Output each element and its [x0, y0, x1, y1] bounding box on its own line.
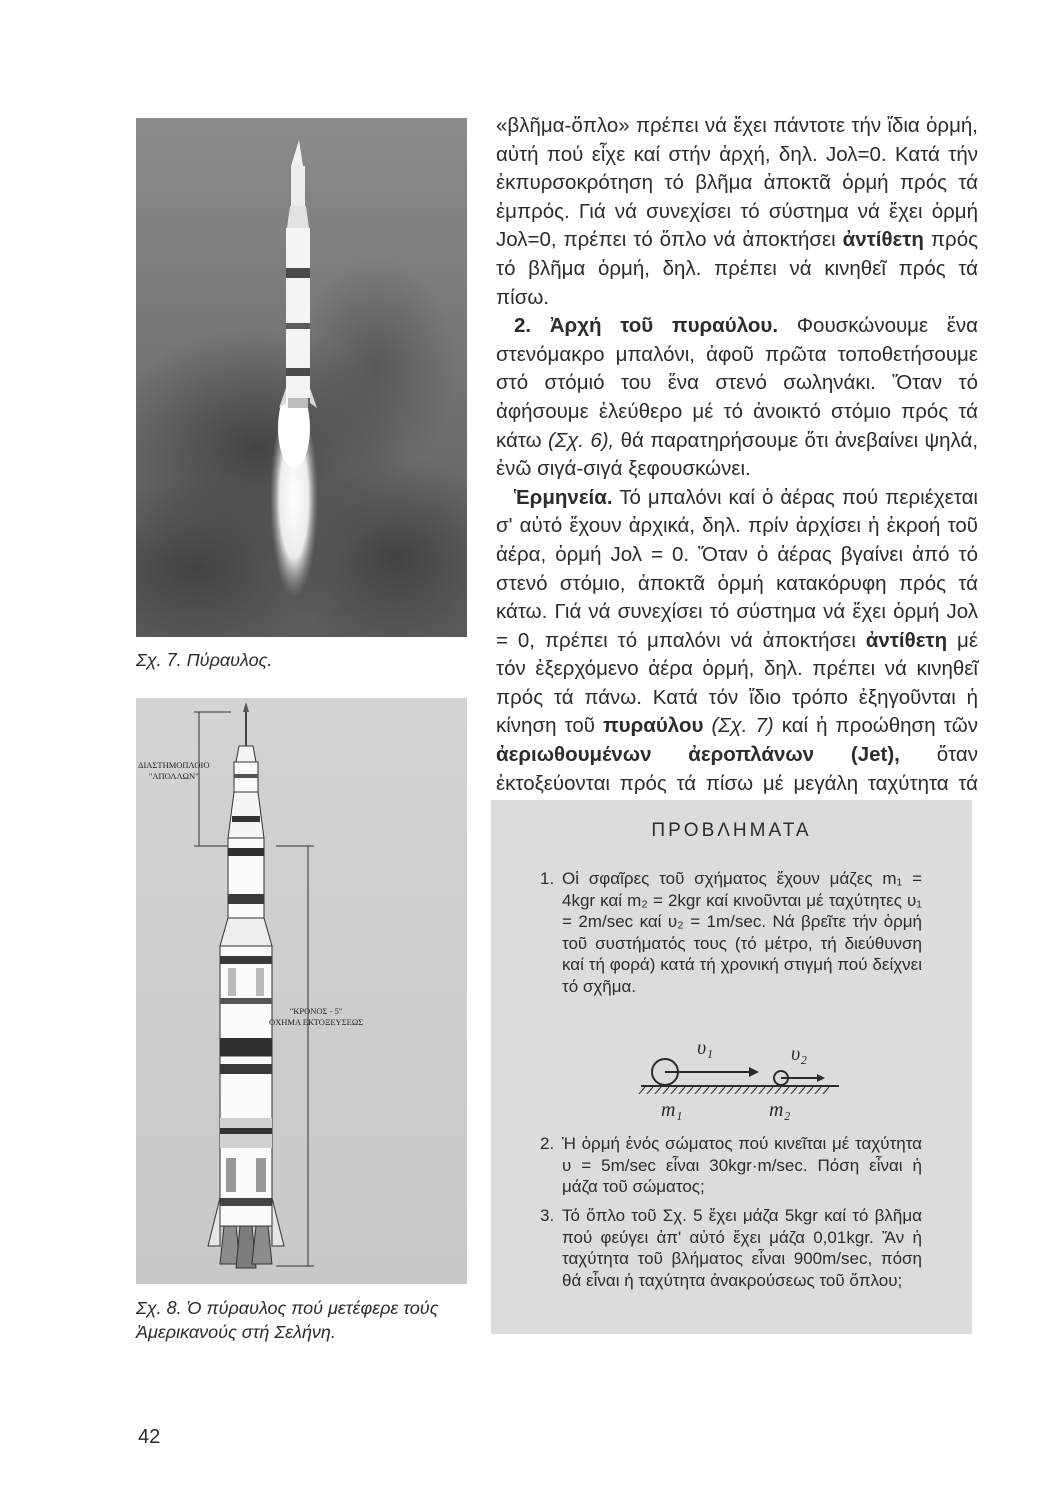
saturn-v-diagram: [136, 698, 467, 1284]
p2-ref: (Σχ. 6),: [548, 428, 615, 452]
p1-end: πρός τό βλῆμα ὁρμή, δηλ. πρέπει νά κινηθεῖ πρός τά πίσω.: [496, 228, 978, 309]
p3-bold2: πυραύλου: [602, 714, 704, 738]
problem-2-text: Ἡ ὁρμή ἑνός σώματος πού κινεῖται μέ ταχύτητα υ = 5m/sec εἶναι 30kgr·m/sec. Πόση εἶναι ἡ μάζα τοῦ σώματος;: [562, 1134, 922, 1196]
p1-bold: ἀντίθετη: [842, 228, 924, 252]
p3-heading: Ἑρμηνεία.: [514, 485, 613, 509]
problem-1-number: 1.: [540, 869, 555, 888]
p3-bold: ἀντίθετη: [865, 628, 948, 652]
spheres-figure: [631, 1036, 851, 1126]
paragraph-3: [496, 484, 978, 827]
rocket-launch-photo: [136, 118, 467, 637]
problem-3: [540, 1205, 922, 1291]
problem-1: [540, 868, 922, 997]
v2-label: υ₂: [791, 1043, 808, 1065]
p2-end: θά παρατηρήσουμε ὅτι ἀνεβαίνει ψηλά, ἐνῶ σιγά-σιγά ξεφουσκώνει.: [496, 428, 979, 481]
apollo-spacecraft-label: [138, 760, 209, 782]
m2-label: m₂: [769, 1099, 791, 1121]
figure8-caption: Σχ. 8. Ὁ πύραυλος πού μετέφερε τούς Ἀμερικανούς στή Σελήνη.: [136, 1298, 439, 1342]
problems-box: [491, 800, 972, 1334]
v1-label: υ₁: [697, 1037, 714, 1059]
problem-3-text: Τό ὅπλο τοῦ Σχ. 5 ἔχει μάζα 5kgr καί τό βλῆμα πού φεύγει ἀπ' αὐτό ἔχει μάζα 0,01kgr. Ἄν ἡ ταχύτητα τοῦ βλήματος εἶναι 900m/sec, πόση θά εἶναι ἡ ταχύτητα ἀνακρούσεως τοῦ ὅπλου;: [562, 1206, 922, 1290]
problem-2-number: 2.: [540, 1134, 555, 1153]
problem-1-text: Οἱ σφαῖρες τοῦ σχήματος ἔχουν μάζες m₁ = 4kgr καί m₂ = 2kgr καί κινοῦνται μέ ταχύτητες υ₁ = 2m/sec καί υ₂ = 1m/sec. Νά βρεῖτε τήν ὁρμή τοῦ συστήματός τους (τό μέτρο, τή διεύθυνση καί τή φορά) κατά τή χρονική στιγμή πού δείχνει τό σχῆμα.: [562, 869, 922, 996]
p3-mid2: καί ἡ προώθηση τῶν: [781, 714, 978, 738]
apollo-label-line1: ΔΙΑΣΤΗΜΟΠΛΟΙΟ: [138, 760, 210, 770]
p3-ref: (Σχ. 7): [711, 714, 774, 738]
saturn5-label: [269, 1006, 363, 1028]
paragraph-1: [496, 112, 978, 312]
problems-title: ΠΡΟΒΛΗΜΑΤΑ: [651, 820, 812, 841]
page-number: 42: [138, 1426, 161, 1448]
figure7-caption: Σχ. 7. Πύραυλος.: [136, 650, 273, 670]
problem-3-number: 3.: [540, 1206, 555, 1225]
p1-text: «βλῆμα-ὅπλο» πρέπει νά ἔχει πάντοτε τήν ἴδια ὁρμή, αὐτή πού εἶχε καί στήν ἀρχή, δηλ. Jολ=0. Κατά τήν ἐκπυρσοκρότηση τό βλῆμα ἀποκτᾶ ὁρμή πρός τά ἐμπρός. Γιά νά συνεχίσει τό σύστημα νά ἔχει ὁρμή Jολ=0, πρέπει τό ὅπλο νά ἀποκτήσει: [496, 114, 978, 252]
saturn5-label-line1: "ΚΡΟΝΟΣ - 5": [289, 1006, 343, 1016]
saturn5-label-line2: ΟΧΗΜΑ ΕΚΤΟΞΕΥΣΕΩΣ: [269, 1017, 364, 1027]
body-text: [496, 112, 978, 827]
p3-text: Τό μπαλόνι καί ὁ ἀέρας πού περιέχεται σ' αὐτό ἔχουν ἀρχικά, δηλ. πρίν ἀρχίσει ἡ ἐκροή τοῦ ἀέρα, ὁρμή Jολ = 0. Ὅταν ὁ ἀέρας βγαίνει ἀπό τό στενό στόμιο, ἀποκτᾶ ὁρμή κατακόρυφη πρός τά κάτω. Γιά νά συνεχίσει τό σύστημα νά ἔχει ὁρμή Jολ = 0, πρέπει τό μπαλόνι νά ἀποκτήσει: [496, 485, 978, 652]
p3-mid: μέ τόν ἐξερχόμενο ἀέρα ὁρμή, δηλ. πρέπει νά κινηθεῖ πρός τά πάνω. Κατά τόν ἴδιο τρόπο ἐξηγοῦνται ἡ κίνηση τοῦ: [496, 628, 978, 738]
p3-bold3: ἀεριωθουμένων ἀεροπλάνων (Jet),: [496, 743, 900, 767]
apollo-label-line2: "ΑΠΟΛΛΩΝ": [148, 771, 199, 781]
paragraph-2: [496, 312, 978, 484]
p2-heading: 2. Ἀρχή τοῦ πυραύλου.: [514, 314, 779, 338]
m1-label: m₁: [661, 1099, 683, 1121]
p3-end: ὅταν ἐκτοξεύονται πρός τά πίσω μέ μεγάλη ταχύτητα τά: [496, 743, 978, 795]
rocket-photo-illustration: [136, 118, 467, 637]
saturn-v-drawing: [136, 698, 467, 1284]
p2-text: Φουσκώνουμε ἕνα στενόμακρο μπαλόνι, ἀφοῦ πρῶτα τοποθετήσουμε στό στόμιό του ἕνα στενό σωληνάκι. Ὅταν τό ἀφήσουμε ἐλεύθερο μέ τό ἀνοικτό στόμιο πρός τά κάτω: [496, 314, 979, 452]
problem-2: [540, 1133, 922, 1198]
